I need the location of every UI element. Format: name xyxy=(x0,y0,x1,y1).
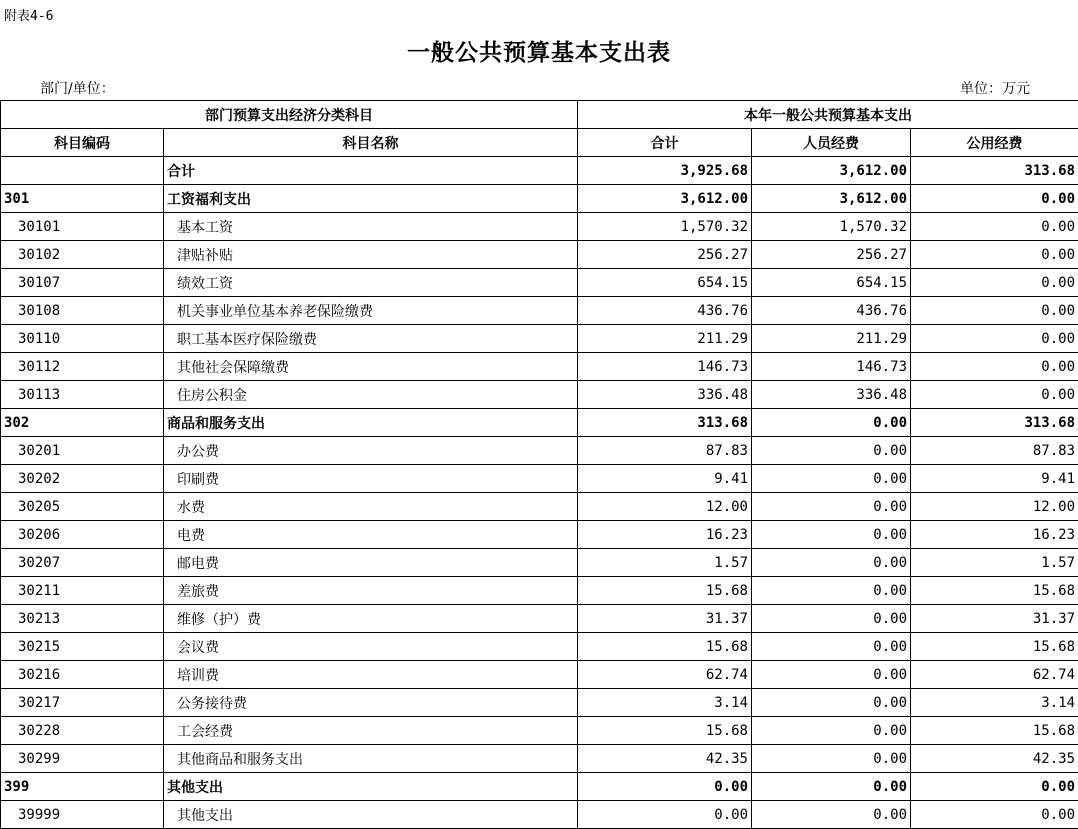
table-row xyxy=(1,213,1078,241)
page-title: 一般公共预算基本支出表 xyxy=(407,39,671,66)
personnel-cell: 0.00 xyxy=(752,437,911,465)
personnel-cell: 0.00 xyxy=(752,633,911,661)
code-cell: 30211 xyxy=(1,577,164,605)
total-cell: 3.14 xyxy=(578,689,752,717)
personnel-cell: 211.29 xyxy=(752,325,911,353)
name-cell: 其他社会保障缴费 xyxy=(164,353,578,381)
personnel-cell: 0.00 xyxy=(752,605,911,633)
total-cell: 146.73 xyxy=(578,353,752,381)
table-row xyxy=(1,185,1078,213)
total-cell: 31.37 xyxy=(578,605,752,633)
total-cell: 12.00 xyxy=(578,493,752,521)
name-cell: 绩效工资 xyxy=(164,269,578,297)
personnel-cell: 336.48 xyxy=(752,381,911,409)
code-cell: 30102 xyxy=(1,241,164,269)
table-row xyxy=(1,157,1078,185)
personnel-cell: 0.00 xyxy=(752,577,911,605)
personnel-cell: 0.00 xyxy=(752,745,911,773)
code-cell: 30202 xyxy=(1,465,164,493)
code-cell: 30228 xyxy=(1,717,164,745)
table-row xyxy=(1,745,1078,773)
name-cell: 职工基本医疗保险缴费 xyxy=(164,325,578,353)
personnel-cell: 436.76 xyxy=(752,297,911,325)
name-cell: 培训费 xyxy=(164,661,578,689)
column-header-public: 公用经费 xyxy=(911,129,1078,157)
table-row xyxy=(1,773,1078,801)
public-cell: 16.23 xyxy=(911,521,1078,549)
table-row xyxy=(1,353,1078,381)
table-row xyxy=(1,521,1078,549)
table-row xyxy=(1,437,1078,465)
public-cell: 0.00 xyxy=(911,241,1078,269)
total-cell: 256.27 xyxy=(578,241,752,269)
code-cell: 399 xyxy=(1,773,164,801)
code-cell xyxy=(1,157,164,185)
public-cell: 1.57 xyxy=(911,549,1078,577)
public-cell: 0.00 xyxy=(911,381,1078,409)
public-cell: 15.68 xyxy=(911,577,1078,605)
table-row xyxy=(1,689,1078,717)
table-row xyxy=(1,409,1078,437)
table-row xyxy=(1,381,1078,409)
column-header-name: 科目名称 xyxy=(164,129,578,157)
table-row xyxy=(1,801,1078,829)
code-cell: 30201 xyxy=(1,437,164,465)
personnel-cell: 0.00 xyxy=(752,549,911,577)
personnel-cell: 3,612.00 xyxy=(752,185,911,213)
name-cell: 印刷费 xyxy=(164,465,578,493)
total-cell: 336.48 xyxy=(578,381,752,409)
total-cell: 15.68 xyxy=(578,577,752,605)
name-cell: 水费 xyxy=(164,493,578,521)
public-cell: 9.41 xyxy=(911,465,1078,493)
name-cell: 其他支出 xyxy=(164,773,578,801)
personnel-cell: 0.00 xyxy=(752,661,911,689)
public-cell: 313.68 xyxy=(911,409,1078,437)
name-cell: 工资福利支出 xyxy=(164,185,578,213)
code-cell: 30216 xyxy=(1,661,164,689)
personnel-cell: 146.73 xyxy=(752,353,911,381)
name-cell: 会议费 xyxy=(164,633,578,661)
personnel-cell: 0.00 xyxy=(752,717,911,745)
personnel-cell: 0.00 xyxy=(752,409,911,437)
table-row xyxy=(1,241,1078,269)
table-row xyxy=(1,465,1078,493)
total-cell: 211.29 xyxy=(578,325,752,353)
name-cell: 维修（护）费 xyxy=(164,605,578,633)
name-cell: 商品和服务支出 xyxy=(164,409,578,437)
total-cell: 436.76 xyxy=(578,297,752,325)
name-cell: 公务接待费 xyxy=(164,689,578,717)
attachment-label: 附表4-6 xyxy=(4,9,54,24)
personnel-cell: 3,612.00 xyxy=(752,157,911,185)
public-cell: 42.35 xyxy=(911,745,1078,773)
total-cell: 62.74 xyxy=(578,661,752,689)
name-cell: 住房公积金 xyxy=(164,381,578,409)
public-cell: 31.37 xyxy=(911,605,1078,633)
personnel-cell: 0.00 xyxy=(752,465,911,493)
table-row xyxy=(1,633,1078,661)
table-body xyxy=(1,157,1078,829)
code-cell: 30217 xyxy=(1,689,164,717)
name-cell: 津贴补贴 xyxy=(164,241,578,269)
name-cell: 其他商品和服务支出 xyxy=(164,745,578,773)
name-cell: 基本工资 xyxy=(164,213,578,241)
code-cell: 30205 xyxy=(1,493,164,521)
public-cell: 87.83 xyxy=(911,437,1078,465)
code-cell: 30112 xyxy=(1,353,164,381)
total-cell: 313.68 xyxy=(578,409,752,437)
code-cell: 30101 xyxy=(1,213,164,241)
code-cell: 30107 xyxy=(1,269,164,297)
code-cell: 30113 xyxy=(1,381,164,409)
public-cell: 0.00 xyxy=(911,325,1078,353)
personnel-cell: 1,570.32 xyxy=(752,213,911,241)
public-cell: 15.68 xyxy=(911,633,1078,661)
code-cell: 30299 xyxy=(1,745,164,773)
code-cell: 30108 xyxy=(1,297,164,325)
personnel-cell: 0.00 xyxy=(752,773,911,801)
code-cell: 30207 xyxy=(1,549,164,577)
name-cell: 办公费 xyxy=(164,437,578,465)
personnel-cell: 0.00 xyxy=(752,521,911,549)
public-cell: 0.00 xyxy=(911,213,1078,241)
name-cell: 其他支出 xyxy=(164,801,578,829)
total-cell: 3,925.68 xyxy=(578,157,752,185)
group-header-expenditure: 本年一般公共预算基本支出 xyxy=(578,101,1078,129)
table-row xyxy=(1,493,1078,521)
unit-label: 单位：万元 xyxy=(960,81,1030,97)
total-cell: 16.23 xyxy=(578,521,752,549)
name-cell: 邮电费 xyxy=(164,549,578,577)
total-cell: 1,570.32 xyxy=(578,213,752,241)
table-row xyxy=(1,661,1078,689)
header-group-row xyxy=(1,101,1078,129)
header-column-row xyxy=(1,129,1078,157)
public-cell: 0.00 xyxy=(911,773,1078,801)
public-cell: 12.00 xyxy=(911,493,1078,521)
name-cell: 电费 xyxy=(164,521,578,549)
department-label: 部门/单位： xyxy=(40,81,115,97)
total-cell: 9.41 xyxy=(578,465,752,493)
name-cell: 合计 xyxy=(164,157,578,185)
total-cell: 15.68 xyxy=(578,717,752,745)
public-cell: 15.68 xyxy=(911,717,1078,745)
public-cell: 3.14 xyxy=(911,689,1078,717)
public-cell: 0.00 xyxy=(911,353,1078,381)
table-row xyxy=(1,549,1078,577)
budget-table xyxy=(0,100,1078,829)
total-cell: 0.00 xyxy=(578,773,752,801)
personnel-cell: 0.00 xyxy=(752,689,911,717)
code-cell: 301 xyxy=(1,185,164,213)
code-cell: 30213 xyxy=(1,605,164,633)
group-header-classification: 部门预算支出经济分类科目 xyxy=(1,101,578,129)
total-cell: 654.15 xyxy=(578,269,752,297)
public-cell: 0.00 xyxy=(911,801,1078,829)
public-cell: 62.74 xyxy=(911,661,1078,689)
total-cell: 1.57 xyxy=(578,549,752,577)
column-header-code: 科目编码 xyxy=(1,129,164,157)
total-cell: 42.35 xyxy=(578,745,752,773)
table-row xyxy=(1,717,1078,745)
public-cell: 313.68 xyxy=(911,157,1078,185)
total-cell: 3,612.00 xyxy=(578,185,752,213)
table-row xyxy=(1,605,1078,633)
public-cell: 0.00 xyxy=(911,185,1078,213)
table-row xyxy=(1,269,1078,297)
column-header-personnel: 人员经费 xyxy=(752,129,911,157)
personnel-cell: 256.27 xyxy=(752,241,911,269)
name-cell: 工会经费 xyxy=(164,717,578,745)
personnel-cell: 654.15 xyxy=(752,269,911,297)
name-cell: 差旅费 xyxy=(164,577,578,605)
name-cell: 机关事业单位基本养老保险缴费 xyxy=(164,297,578,325)
code-cell: 302 xyxy=(1,409,164,437)
personnel-cell: 0.00 xyxy=(752,493,911,521)
column-header-total: 合计 xyxy=(578,129,752,157)
total-cell: 87.83 xyxy=(578,437,752,465)
personnel-cell: 0.00 xyxy=(752,801,911,829)
code-cell: 39999 xyxy=(1,801,164,829)
table-row xyxy=(1,297,1078,325)
table-row xyxy=(1,325,1078,353)
total-cell: 0.00 xyxy=(578,801,752,829)
code-cell: 30206 xyxy=(1,521,164,549)
public-cell: 0.00 xyxy=(911,269,1078,297)
code-cell: 30110 xyxy=(1,325,164,353)
table-row xyxy=(1,577,1078,605)
code-cell: 30215 xyxy=(1,633,164,661)
public-cell: 0.00 xyxy=(911,297,1078,325)
total-cell: 15.68 xyxy=(578,633,752,661)
